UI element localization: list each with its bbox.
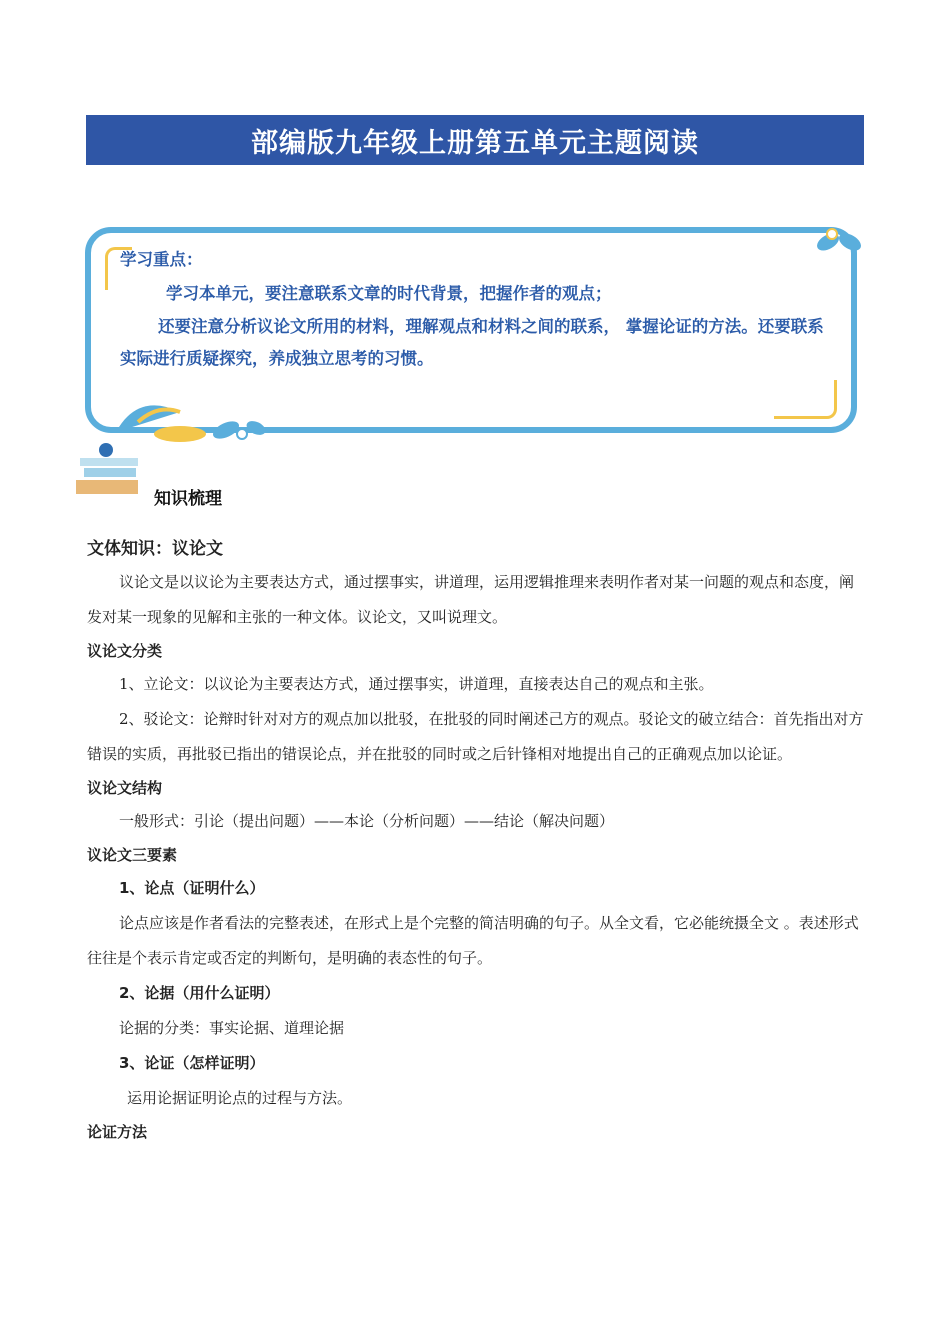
classification-item-1: 1、立论文：以议论为主要表达方式，通过摆事实，讲道理，直接表达自己的观点和主张。 xyxy=(119,675,714,693)
genre-heading: 文体知识：议论文 xyxy=(87,539,223,559)
element-3-text: 运用论据证明论点的过程与方法。 xyxy=(127,1089,353,1107)
elements-heading: 议论文三要素 xyxy=(87,846,178,864)
learning-focus-line-2: 还要注意分析议论文所用的材料，理解观点和材料之间的联系， 掌握论证的方法。还要联系实际进行质疑探究，养成独立思考的习惯。 xyxy=(120,317,824,368)
element-1-title: 1、论点（证明什么） xyxy=(119,879,265,897)
learning-focus-heading: 学习重点： xyxy=(120,250,203,269)
classification-item-2: 2、驳论文：论辩时针对对方的观点加以批驳，在批驳的同时阐述己方的观点。驳论文的破立结合：首先指出对方错误的实质，再批驳已指出的错误论点，并在批驳的同时或之后针锋相对地提出自己的正确观点加以论证。 xyxy=(87,710,864,763)
classification-heading: 议论文分类 xyxy=(87,642,163,660)
structure-heading: 议论文结构 xyxy=(87,779,163,797)
element-2-text: 论据的分类：事实论据、道理论据 xyxy=(119,1019,345,1037)
books-icon xyxy=(76,440,142,496)
page-title: 部编版九年级上册第五单元主题阅读 xyxy=(86,115,864,165)
learning-focus-line-1: 学习本单元，要注意联系文章的时代背景，把握作者的观点； xyxy=(166,284,612,303)
section-title: 知识梳理 xyxy=(154,489,222,509)
methods-heading: 论证方法 xyxy=(87,1123,148,1141)
element-3-title: 3、论证（怎样证明） xyxy=(119,1054,265,1072)
learning-focus-text xyxy=(120,243,840,375)
element-1-text: 论点应该是作者看法的完整表述，在形式上是个完整的简洁明确的句子。从全文看，它必能统摄全文 。表述形式往往是个表示肯定或否定的判断句，是明确的表态性的句子。 xyxy=(87,914,859,967)
genre-definition: 议论文是以议论为主要表达方式，通过摆事实，讲道理，运用逻辑推理来表明作者对某一问题的观点和态度，阐发对某一现象的见解和主张的一种文体。议论文，又叫说理文。 xyxy=(87,573,855,626)
element-2-title: 2、论据（用什么证明） xyxy=(119,984,280,1002)
main-content xyxy=(87,535,865,1148)
frame-corner-decoration xyxy=(774,380,837,419)
structure-form: 一般形式：引论（提出问题）——本论（分析问题）——结论（解决问题） xyxy=(119,812,615,830)
